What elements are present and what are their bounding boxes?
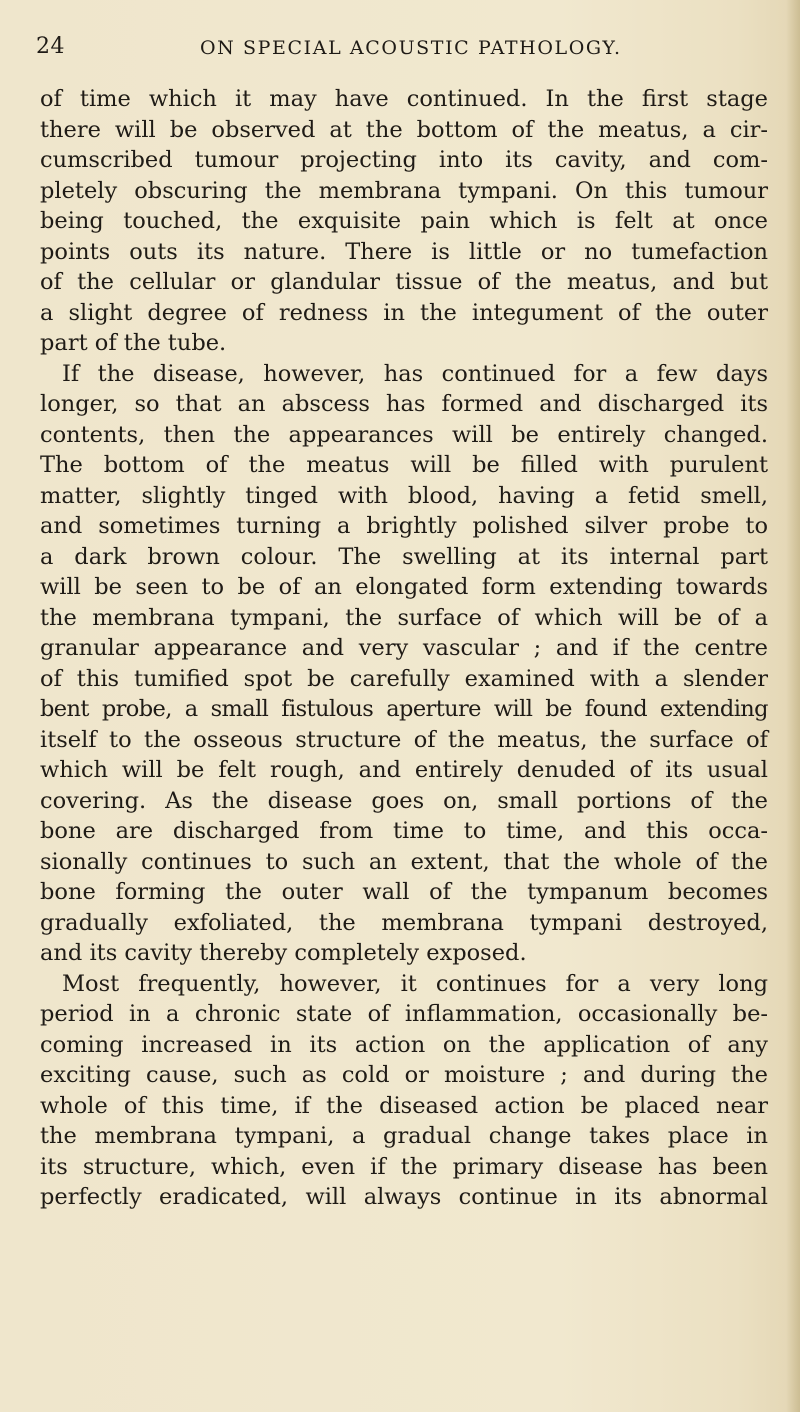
text-line: The bottom of the meatus will be filled with purulent (40, 452, 768, 478)
text-line: coming increased in its action on the application of any (40, 1031, 768, 1058)
paragraph-end-line: part of the tube. (40, 330, 227, 356)
text-line: perfectly eradicated, will always continue in its abnormal (40, 1184, 768, 1210)
text-line: sionally continues to such an extent, that the whole of the (40, 848, 768, 875)
text-line: exciting cause, such as cold or moisture ; and during the (40, 1062, 768, 1088)
text-line: matter, slightly tinged with blood, having a fetid smell, (40, 482, 768, 509)
page-number: 24 (36, 34, 65, 59)
text-line: and sometimes turning a brightly polished silver probe to (40, 513, 768, 539)
text-line: there will be observed at the bottom of the meatus, a cir- (40, 116, 768, 143)
text-line: of this tumified spot be carefully examined with a slender (40, 665, 768, 692)
text-line: being touched, the exquisite pain which is felt at once (40, 208, 768, 234)
text-line: bone forming the outer wall of the tympanum becomes (40, 879, 768, 905)
running-head: ON SPECIAL ACOUSTIC PATHOLOGY. (200, 37, 622, 59)
text-line: gradually exfoliated, the membrana tympani destroyed, (40, 909, 768, 936)
text-line: covering. As the disease goes on, small portions of the (40, 787, 768, 814)
text-line: cumscribed tumour projecting into its cavity, and com- (40, 147, 768, 173)
text-line: longer, so that an abscess has formed and discharged its (40, 391, 768, 417)
page-edge-shadow (786, 0, 800, 1412)
page-header (36, 34, 776, 70)
text-line: its structure, which, even if the primary disease has been (40, 1153, 768, 1180)
text-line: the membrana tympani, the surface of which will be of a (40, 604, 768, 631)
text-line: granular appearance and very vascular ; and if the centre (40, 635, 768, 661)
text-line: of the cellular or glandular tissue of the meatus, and but (40, 269, 768, 295)
text-line: a slight degree of redness in the integument of the outer (40, 299, 768, 326)
text-line: which will be felt rough, and entirely denuded of its usual (40, 757, 768, 783)
text-line: will be seen to be of an elongated form extending towards (40, 574, 768, 600)
text-line: pletely obscuring the membrana tympani. On this tumour (40, 177, 768, 204)
text-line: itself to the osseous structure of the meatus, the surface of (40, 726, 768, 753)
body-text (40, 84, 768, 1213)
text-line: bone are discharged from time to time, and this occa- (40, 818, 768, 844)
text-line: points outs its nature. There is little or no tumefaction (40, 238, 768, 265)
text-line: whole of this time, if the diseased action be placed near (40, 1092, 768, 1119)
text-line: a dark brown colour. The swelling at its internal part (40, 543, 768, 570)
text-line: the membrana tympani, a gradual change takes place in (40, 1123, 768, 1149)
text-line: period in a chronic state of inflammation, occasionally be- (40, 1001, 768, 1027)
text-line: contents, then the appearances will be entirely changed. (40, 421, 768, 448)
paragraph-start-line: If the disease, however, has continued for a few days (62, 360, 768, 387)
text-line: of time which it may have continued. In the first stage (40, 86, 768, 112)
text-line: bent probe, a small fistulous aperture will be found extending (40, 696, 768, 722)
paragraph-start-line: Most frequently, however, it continues for a very long (62, 970, 768, 997)
paragraph-end-line: and its cavity thereby completely exposed. (40, 940, 527, 966)
